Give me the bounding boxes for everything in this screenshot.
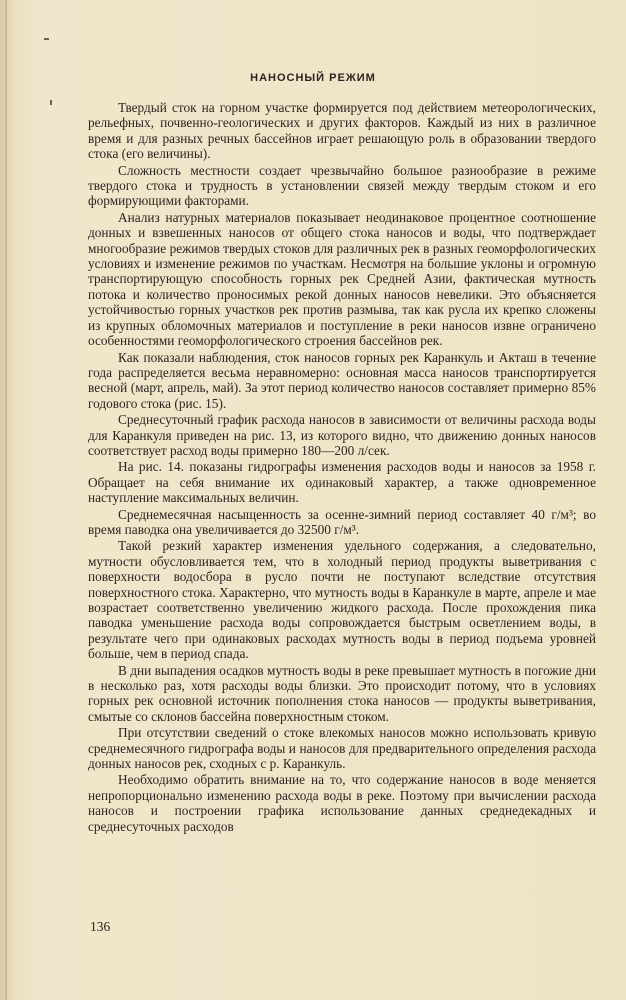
paragraph: При отсутствии сведений о стоке влекомых наносов можно использовать кривую среднемесячного гидрографа воды и наносов для предварительного определения расхода донных наносов рек, сходных с р. Каранкуль. xyxy=(88,725,596,772)
page-edge-shadow xyxy=(5,0,7,1000)
paragraph: Необходимо обратить внимание на то, что содержание наносов в воде меняется непропорционально изменению расхода воды в реке. Поэтому при вычислении расхода наносов и построении графика использование данных среднедекадных и среднесуточных расходов xyxy=(88,772,596,834)
paragraph: Среднесуточный график расхода наносов в зависимости от величины расхода воды для Каранкуля приведен на рис. 13, из которого видно, что движению донных наносов соответствует расход воды примерно 180—200 л/сек. xyxy=(88,412,596,458)
paragraph: Среднемесячная насыщенность за осенне-зимний период составляет 40 г/м³; во время паводка она увеличивается до 32500 г/м³. xyxy=(88,506,596,537)
paragraph: Анализ натурных материалов показывает неодинаковое процентное соотношение донных и взвешенных наносов от общего стока наносов и воды, что подтверждает многообразие режимов твердых стоков для различных рек в разных геоморфологических условиях и изменение режимов по участкам. Несмотря на большие уклоны и огромную транспортирующую способность горных рек Средней Азии, фактическая мутность потока и количество проносимых рекой донных наносов невелики. Это объясняется устойчивостью горных участков рек против размыва, так как русла их крепко сложены из крупных обломочных материалов и поступление в реки наносов извне ограничено особенностями геоморфологического строения бассейнов рек. xyxy=(88,209,596,349)
body-text xyxy=(88,100,596,834)
margin-speck xyxy=(44,38,49,40)
margin-speck xyxy=(50,100,52,105)
paragraph: В дни выпадения осадков мутность воды в реке превышает мутность в погожие дни в несколько раз, хотя расходы воды близки. Это происходит потому, что в условиях горных рек основной источник пополнения стока наносов — продукты выветривания, смытые со склонов бассейна поверхностным стоком. xyxy=(88,662,596,724)
paragraph: Сложность местности создает чрезвычайно большое разнообразие в режиме твердого стока и трудность в установлении связей между твердым стоком и его формирующими факторами. xyxy=(88,162,596,209)
paragraph: Твердый сток на горном участке формируется под действием метеорологических, рельефных, почвенно-геологических и других факторов. Каждый из них в различное время и для разных речных бассейнов играет решающую роль в образовании твердого стока (его величины). xyxy=(88,100,596,162)
paragraph: Такой резкий характер изменения удельного содержания, а следовательно, мутности обусловливается тем, что в холодный период продукты выветривания с поверхности водосбора в русло почти не поступают вследствие отсутствия поверхностного стока. Характерно, что мутность воды в Каранкуле в марте, апреле и мае возрастает соответственно увеличению жидкого расхода. После прохождения пика паводка уменьшение расхода воды сопровождается быстрым осветлением воды, в результате чего при одинаковых расходах мутность воды в период подъема уровней больше, чем в период спада. xyxy=(88,538,596,662)
page-number: 136 xyxy=(90,919,111,934)
paragraph: Как показали наблюдения, сток наносов горных рек Каранкуль и Акташ в течение года распределяется весьма неравномерно: основная масса наносов транспортируется весной (март, апрель, май). За этот период количество наносов составляет примерно 85% годового стока (рис. 15). xyxy=(88,349,596,411)
section-heading: НАНОСНЫЙ РЕЖИМ xyxy=(250,72,376,84)
paragraph: На рис. 14. показаны гидрографы изменения расходов воды и наносов за 1958 г. Обращает на себя внимание их одинаковый характер, а также одновременное наступление максимальных величин. xyxy=(88,459,596,506)
